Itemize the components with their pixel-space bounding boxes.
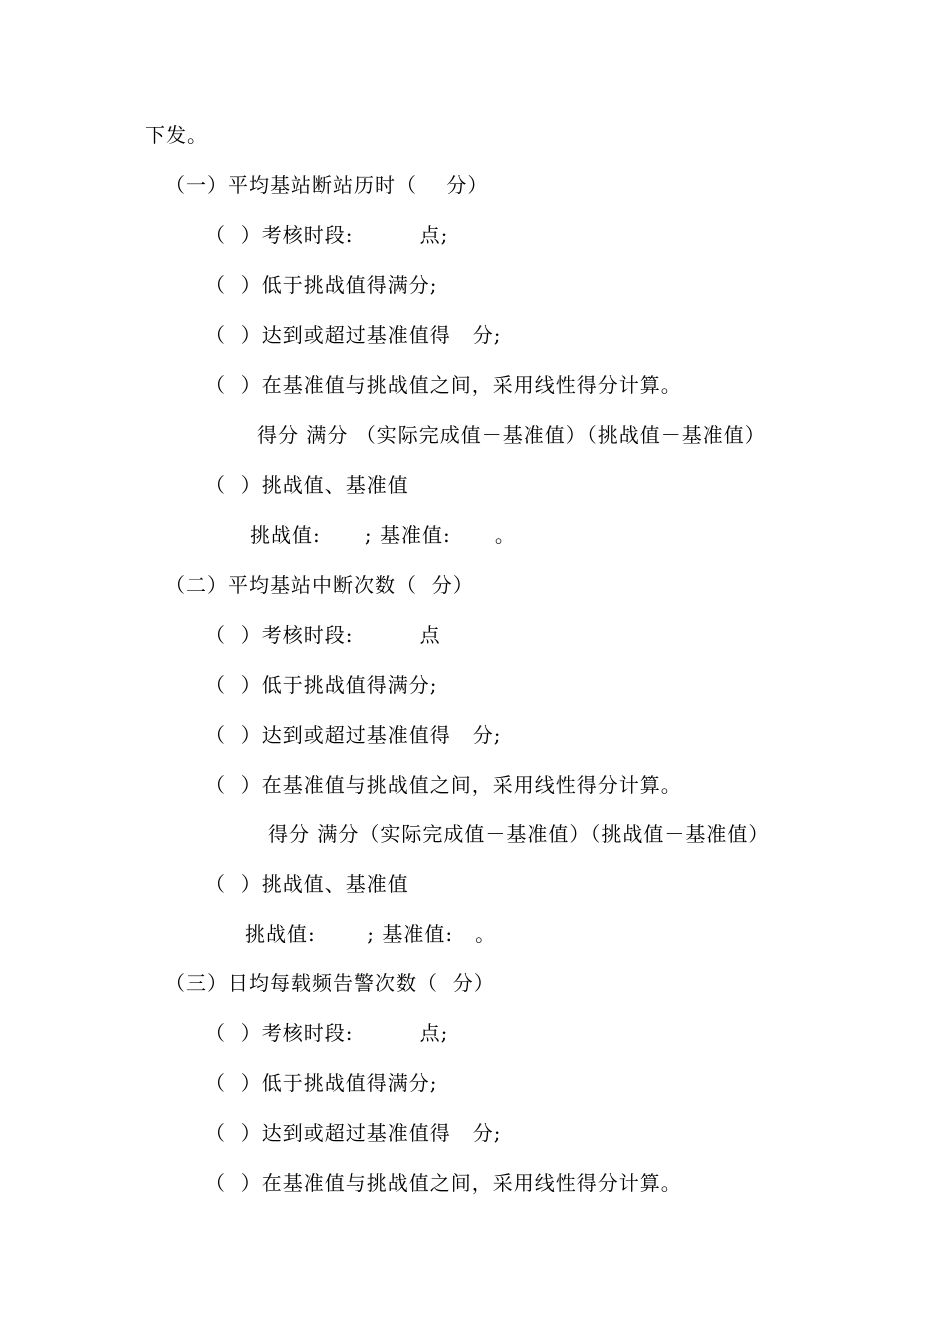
text-line: 下发。 bbox=[145, 123, 208, 147]
text-line: （ ）挑战值、基准值 bbox=[205, 872, 409, 896]
text-line: （ ）考核时段: 点; bbox=[205, 223, 449, 247]
text-line: （ ）达到或超过基准值得 分; bbox=[205, 723, 502, 747]
text-line: （ ）低于挑战值得满分; bbox=[205, 673, 438, 697]
text-line: （ ）在基准值与挑战值之间，采用线性得分计算。 bbox=[205, 373, 682, 397]
text-line: （ ）达到或超过基准值得 分; bbox=[205, 1121, 502, 1145]
text-line: （ ）在基准值与挑战值之间，采用线性得分计算。 bbox=[205, 1171, 682, 1195]
section-heading: （二）平均基站中断次数（ 分） bbox=[165, 573, 474, 597]
formula-line: 得分 满分（实际完成值－基准值）（挑战值－基准值） bbox=[268, 822, 770, 846]
section-heading: （一）平均基站断站历时（ 分） bbox=[165, 173, 489, 197]
formula-line: 得分 满分 （实际完成值－基准值）（挑战值－基准值） bbox=[257, 423, 766, 447]
text-line: （ ）低于挑战值得满分; bbox=[205, 1071, 438, 1095]
text-line: （ ）挑战值、基准值 bbox=[205, 473, 409, 497]
text-line: （ ）考核时段: 点 bbox=[205, 623, 441, 647]
section-heading: （三）日均每载频告警次数（ 分） bbox=[165, 971, 495, 995]
text-line: 挑战值: ; 基准值: 。 bbox=[245, 922, 497, 946]
text-line: （ ）低于挑战值得满分; bbox=[205, 273, 438, 297]
text-line: 挑战值: ; 基准值: 。 bbox=[250, 523, 516, 547]
text-line: （ ）考核时段: 点; bbox=[205, 1021, 449, 1045]
text-line: （ ）达到或超过基准值得 分; bbox=[205, 323, 502, 347]
text-line: （ ）在基准值与挑战值之间，采用线性得分计算。 bbox=[205, 773, 682, 797]
